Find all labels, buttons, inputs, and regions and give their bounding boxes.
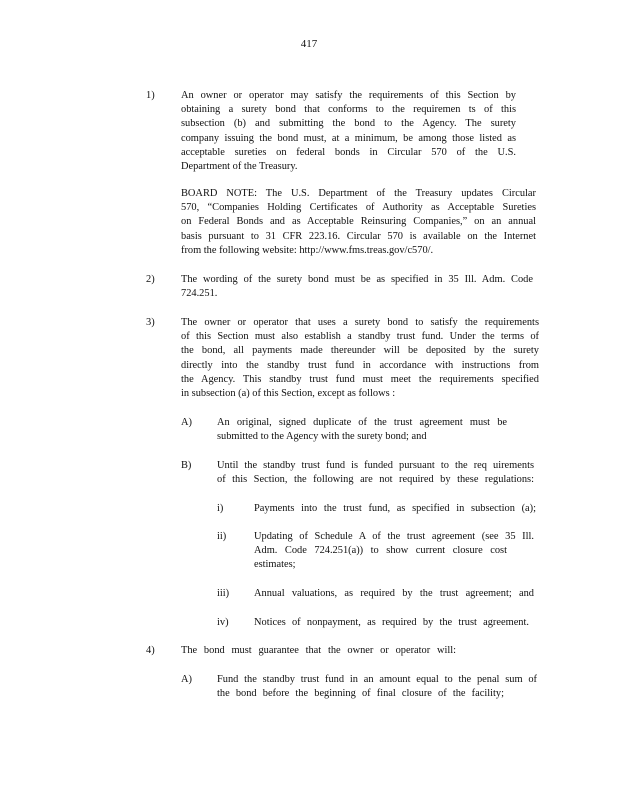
item-1-paragraph [181, 89, 516, 174]
text-line: submitted to the Agency with the surety bond; and [217, 431, 427, 443]
page-number: 417 [300, 38, 318, 50]
subitem-3a-number: A) [181, 417, 192, 428]
subsubitem-iv-paragraph [254, 616, 529, 630]
subsubitem-ii-number: ii) [217, 531, 227, 542]
subsubitem-ii-paragraph [254, 530, 534, 573]
text-line: Until the standby trust fund is funded pursuant to the req uirements [217, 460, 534, 471]
text-line: BOARD NOTE: The U.S. Department of the Treasury updates Circular [181, 188, 536, 199]
subitem-3b-paragraph [217, 459, 534, 487]
text-line: obtaining a surety bond that conforms to the requiremen ts of this [181, 104, 516, 116]
subitem-4a-number: A) [181, 674, 192, 685]
text-line: Payments into the trust fund, as specified in subsection (a); [254, 503, 536, 514]
item-2-number: 2) [146, 274, 155, 285]
text-line: the bond, all payments made thereunder will be deposited by the surety [181, 345, 539, 357]
subsubitem-i-number: i) [217, 503, 224, 514]
text-line: 724.251. [181, 288, 218, 300]
text-line: the Agency. This standby trust fund must meet the requirements specified [181, 373, 539, 385]
text-line: of this Section must also establish a standby trust fund. Under the terms of [181, 331, 539, 343]
subsubitem-i-paragraph [254, 502, 536, 516]
text-line: Department of the Treasury. [181, 161, 298, 173]
text-line: The wording of the surety bond must be as specified in 35 Ill. Adm. Code [181, 274, 533, 285]
subitem-3a-paragraph [217, 416, 507, 444]
text-line: An owner or operator may satisfy the requirements of this Section by [181, 90, 516, 101]
text-line: of this Section, the following are not required by these regulations: [217, 474, 534, 486]
text-line: Updating of Schedule A of the trust agreement (see 35 Ill. [254, 531, 534, 542]
text-line: company issuing the bond must, at a minimum, be among those listed as [181, 132, 516, 144]
text-line: in subsection (a) of this Section, except as follows : [181, 388, 396, 400]
text-line: acceptable sureties on federal bonds in Circular 570 of the U.S. [181, 146, 516, 158]
subitem-3b-number: B) [181, 460, 192, 471]
board-note [181, 187, 536, 258]
item-4-paragraph [181, 644, 456, 658]
text-line: Annual valuations, as required by the trust agreement; and [254, 588, 534, 599]
text-line: estimates; [254, 559, 296, 571]
text-line: basis pursuant to 31 CFR 223.16. Circular 570 is available on the Internet [181, 230, 536, 242]
text-line: 570, “Companies Holding Certificates of Authority as Acceptable Sureties [181, 202, 536, 214]
text-line: An original, signed duplicate of the trust agreement must be [217, 417, 507, 428]
item-3-number: 3) [146, 317, 155, 328]
text-line: The bond must guarantee that the owner or operator will: [181, 645, 456, 656]
text-line: from the following website: http://www.fms.treas.gov/c570/. [181, 244, 434, 256]
text-line: Adm. Code 724.251(a)) to show current closure cost [254, 545, 507, 557]
subsubitem-iv-number: iv) [217, 617, 229, 628]
item-3-paragraph [181, 316, 539, 401]
item-1-number: 1) [146, 90, 155, 101]
text-line: the bond before the beginning of final closure of the facility; [217, 688, 504, 700]
text-line: directly into the standby trust fund in accordance with instructions from [181, 359, 539, 371]
subsubitem-iii-paragraph [254, 587, 534, 601]
item-2-paragraph [181, 273, 533, 301]
text-line: subsection (b) and submitting the bond to the Agency. The surety [181, 118, 516, 130]
text-line: on Federal Bonds and as Acceptable Reinsuring Companies,” on an annual [181, 216, 536, 228]
item-4-number: 4) [146, 645, 155, 656]
subsubitem-iii-number: iii) [217, 588, 230, 599]
text-line: Notices of nonpayment, as required by the trust agreement. [254, 617, 529, 628]
text-line: Fund the standby trust fund in an amount equal to the penal sum of [217, 674, 537, 685]
text-line: The owner or operator that uses a surety bond to satisfy the requirements [181, 317, 539, 328]
subitem-4a-paragraph [217, 673, 537, 701]
